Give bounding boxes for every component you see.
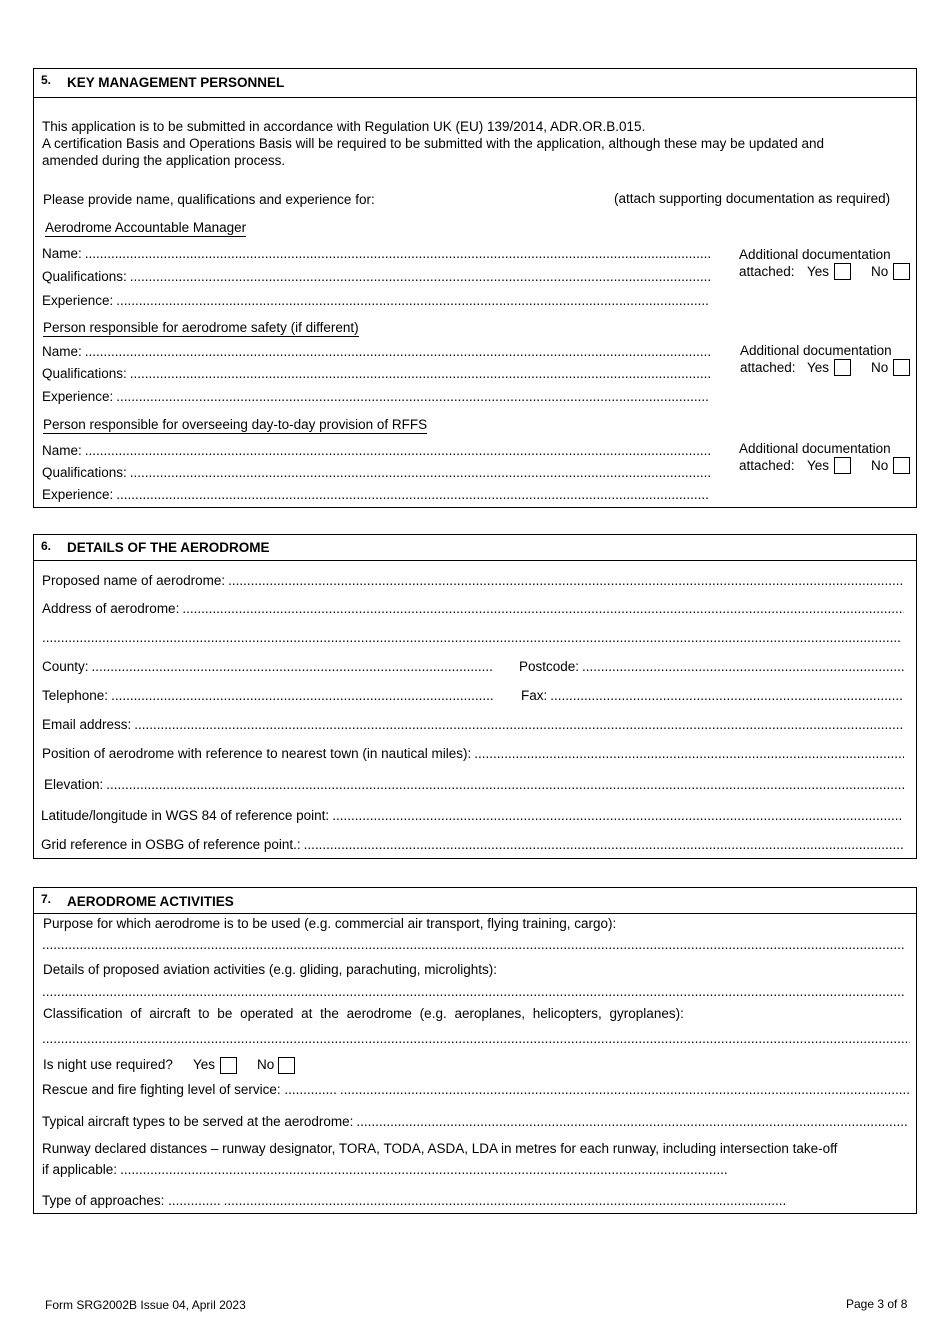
grid-reference-field[interactable]: Grid reference in OSBG of reference point.: .....	[41, 837, 904, 854]
section-6-number: 6.	[41, 539, 52, 553]
proposed-name-field[interactable]: Proposed name of aerodrome: .....	[42, 573, 904, 590]
position-field[interactable]: Position of aerodrome with reference to nearest town (in nautical miles): .....	[42, 746, 904, 763]
night-yes-checkbox[interactable]	[220, 1057, 237, 1074]
classification-label: Classification of aircraft to be operated at the aerodrome (e.g. aeroplanes, helicopters, gyroplanes):	[43, 1006, 684, 1021]
purpose-label: Purpose for which aerodrome is to be used (e.g. commercial air transport, flying training, cargo):	[43, 916, 617, 931]
rescue-level-field[interactable]: Rescue and fire fighting level of service: .............. .....	[42, 1082, 910, 1099]
group-3-yes-label: Yes	[807, 458, 830, 473]
section-5-intro-line-2: A certification Basis and Operations Basis will be required to be submitted with the application, although these may be updated and	[42, 136, 824, 151]
group-3-no-label: No	[871, 458, 889, 473]
approaches-field[interactable]: Type of approaches: .............. .....	[42, 1193, 786, 1210]
group-1-doc-attached-label: attached:	[739, 264, 795, 279]
group-2-name-field[interactable]: Name: .....	[42, 344, 710, 361]
group-3-qualifications-field[interactable]: Qualifications: .....	[42, 465, 710, 482]
group-3-no-checkbox[interactable]	[893, 457, 910, 474]
group-2-title: Person responsible for aerodrome safety (if different)	[43, 320, 359, 335]
group-1-yes-label: Yes	[807, 264, 830, 279]
runway-label-line-1: Runway declared distances – runway designator, TORA, TODA, ASDA, LDA in metres for each runway, including intersection take-off	[42, 1141, 838, 1156]
form-identifier: Form SRG2002B Issue 04, April 2023	[45, 1298, 246, 1312]
section-6-header-divider	[33, 560, 917, 561]
group-2-experience-field[interactable]: Experience: .....	[42, 389, 710, 406]
group-1-qualifications-field[interactable]: Qualifications: .....	[42, 269, 710, 286]
county-field[interactable]: County: .....	[42, 659, 494, 676]
group-3-experience-field[interactable]: Experience: .....	[42, 487, 710, 504]
group-2-no-checkbox[interactable]	[893, 359, 910, 376]
group-3-title: Person responsible for overseeing day-to-day provision of RFFS	[43, 417, 428, 432]
night-no-label: No	[257, 1057, 275, 1072]
group-1-doc-label: Additional documentation	[739, 247, 891, 262]
group-2-yes-label: Yes	[807, 360, 830, 375]
typical-aircraft-field[interactable]: Typical aircraft types to be served at the aerodrome: .....	[42, 1114, 907, 1131]
section-7-header-divider	[33, 913, 917, 914]
section-5-header-divider	[33, 97, 917, 98]
group-2-doc-label: Additional documentation	[740, 343, 892, 358]
fax-field[interactable]: Fax: .....	[521, 688, 904, 705]
group-2-no-label: No	[871, 360, 889, 375]
page-number: Page 3 of 8	[846, 1297, 908, 1311]
group-3-doc-label: Additional documentation	[739, 441, 891, 456]
group-1-no-checkbox[interactable]	[893, 263, 910, 280]
provide-instructions: Please provide name, qualifications and experience for:	[43, 192, 375, 207]
night-use-label: Is night use required?	[43, 1057, 173, 1072]
attach-note: (attach supporting documentation as required)	[614, 191, 891, 206]
group-3-name-field[interactable]: Name: .....	[42, 443, 710, 460]
section-6-title: DETAILS OF THE AERODROME	[67, 540, 270, 555]
classification-field[interactable]	[42, 1031, 910, 1048]
group-3-doc-attached-label: attached:	[739, 458, 795, 473]
address-line-2-field[interactable]	[42, 630, 900, 647]
section-7-title: AERODROME ACTIVITIES	[67, 894, 234, 909]
elevation-field[interactable]: Elevation: .....	[44, 777, 906, 794]
runway-field[interactable]: if applicable: .....	[42, 1162, 728, 1179]
email-field[interactable]: Email address: .....	[42, 717, 904, 734]
latlong-field[interactable]: Latitude/longitude in WGS 84 of reference point: .....	[41, 808, 902, 825]
group-3-yes-checkbox[interactable]	[834, 457, 851, 474]
details-field[interactable]	[42, 984, 904, 1001]
group-1-name-field[interactable]: Name: .....	[42, 246, 710, 263]
section-7-number: 7.	[41, 892, 52, 906]
group-1-no-label: No	[871, 264, 889, 279]
address-field[interactable]: Address of aerodrome: .....	[42, 601, 904, 618]
purpose-field[interactable]	[42, 937, 904, 954]
group-1-experience-field[interactable]: Experience: .....	[42, 293, 710, 310]
telephone-field[interactable]: Telephone: .....	[42, 688, 494, 705]
group-1-yes-checkbox[interactable]	[834, 263, 851, 280]
group-2-qualifications-field[interactable]: Qualifications: .....	[42, 366, 710, 383]
night-yes-label: Yes	[193, 1057, 216, 1072]
section-5-number: 5.	[41, 73, 52, 87]
postcode-field[interactable]: Postcode: .....	[519, 659, 904, 676]
group-2-doc-attached-label: attached:	[740, 360, 796, 375]
night-no-checkbox[interactable]	[278, 1057, 295, 1074]
group-1-title: Aerodrome Accountable Manager	[45, 220, 247, 235]
section-5-intro-line-1: This application is to be submitted in accordance with Regulation UK (EU) 139/2014, ADR.OR.B.015.	[42, 119, 646, 134]
group-2-yes-checkbox[interactable]	[834, 359, 851, 376]
section-5-title: KEY MANAGEMENT PERSONNEL	[67, 75, 285, 90]
section-5-intro-line-3: amended during the application process.	[42, 153, 286, 168]
details-label: Details of proposed aviation activities (e.g. gliding, parachuting, microlights):	[43, 962, 497, 977]
